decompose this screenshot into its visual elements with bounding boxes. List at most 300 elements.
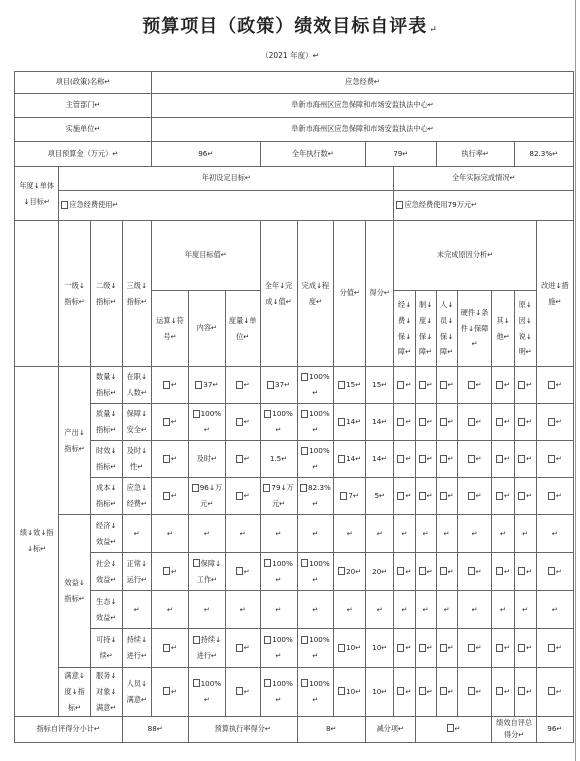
reason-budget	[394, 367, 415, 404]
cell-value: 预算执行率得分↵	[214, 723, 271, 733]
cell-value: ↵	[526, 491, 533, 501]
cell-value: 96↓万元↵	[199, 483, 223, 508]
cell-value: ↵	[526, 686, 533, 696]
indicator-row	[15, 668, 574, 717]
cell-value: ↵	[471, 528, 478, 538]
checkbox-icon	[236, 567, 243, 575]
target-unit	[225, 515, 260, 553]
cell-value: ↵	[166, 528, 173, 538]
reason-budget	[394, 404, 415, 441]
full-value	[260, 478, 297, 515]
satisfaction-indicator-label: 满意↓度↓指标↵	[59, 668, 91, 717]
score	[366, 515, 394, 553]
cell-value: ↵	[555, 454, 562, 464]
score	[366, 441, 394, 478]
checkbox-icon	[195, 381, 202, 389]
cell-value: ↵	[203, 604, 210, 614]
level3-indicator: 保障↓安全↵	[122, 404, 152, 441]
deduct-value	[415, 716, 492, 742]
cell-value: ↵	[405, 454, 412, 464]
checkbox-icon	[338, 567, 345, 575]
improvement	[536, 441, 573, 478]
cell-value: 15↵	[372, 380, 388, 390]
checkbox-icon	[338, 455, 345, 463]
score-value	[334, 367, 366, 404]
target-content	[188, 553, 225, 591]
reason-budget	[394, 668, 415, 717]
score	[366, 404, 394, 441]
cell-value: ↵	[170, 417, 177, 427]
cell-value: ↵	[555, 491, 562, 501]
checkbox-icon	[193, 410, 200, 418]
score-value	[334, 553, 366, 591]
calc-sign	[152, 478, 189, 515]
calc-sign	[152, 515, 189, 553]
checkbox-icon	[397, 455, 404, 463]
cell-value: 8↵	[325, 723, 337, 733]
score-value	[334, 668, 366, 717]
level3-indicator: 正常↓运行↵	[122, 553, 152, 591]
cell-value: ↵	[555, 566, 562, 576]
calc-sign	[152, 367, 189, 404]
checkbox-icon	[468, 687, 475, 695]
cell-value: ↵	[275, 528, 282, 538]
cell-value: ↵	[170, 566, 177, 576]
checkbox-icon	[397, 492, 404, 500]
rate-value: 82.3%↵	[514, 142, 573, 167]
indicator-row	[15, 629, 574, 668]
impl-value: 阜新市海州区应急保障和市场安监执法中心↵	[152, 118, 574, 142]
col-level1: 一级↓指标↵	[59, 221, 91, 367]
cell-value: ↵	[504, 454, 511, 464]
indicator-row	[15, 591, 574, 629]
project-name-label: 项目(政策)名称↵	[15, 72, 152, 94]
score-value	[334, 591, 366, 629]
cell-value: ↵	[426, 686, 433, 696]
title-text: 预算项目（政策）绩效目标自评表	[142, 16, 428, 37]
calc-sign	[152, 629, 189, 668]
cell-value: ↵	[170, 643, 177, 653]
checkbox-icon	[236, 455, 243, 463]
score-value	[334, 629, 366, 668]
checkbox-icon	[163, 455, 170, 463]
row-project-name	[15, 72, 574, 94]
cell-value: ↵	[555, 643, 562, 653]
checkbox-icon	[264, 679, 271, 687]
cell-value: ↵	[401, 528, 408, 538]
target-unit	[225, 591, 260, 629]
checkbox-icon	[192, 484, 199, 492]
target-unit	[225, 478, 260, 515]
total-label	[492, 716, 536, 742]
score	[366, 478, 394, 515]
col-improve: 改进↓措施↵	[536, 221, 573, 367]
cell-value: ↵	[471, 604, 478, 614]
cell-value: ↵	[243, 686, 250, 696]
checkbox-icon	[338, 418, 345, 426]
improvement	[536, 367, 573, 404]
project-name-value: 应急经费↵	[152, 72, 574, 94]
cell-value: 保障↓工作↵	[196, 558, 222, 584]
cell-value: ↵	[426, 491, 433, 501]
row-dept	[15, 94, 574, 118]
score	[366, 591, 394, 629]
cell-value: 100%↵	[309, 446, 330, 471]
cell-value: 96↵	[547, 723, 563, 733]
completion-degree	[297, 553, 334, 591]
cell-value: ↵	[555, 686, 562, 696]
checkbox-icon	[236, 687, 243, 695]
col-degree: 完成↓程度↵	[297, 221, 334, 367]
cell-value: ↵	[500, 528, 507, 538]
checkbox-icon	[301, 410, 308, 418]
level3-indicator: 人员↓满意↵	[122, 668, 152, 717]
calc-sign	[152, 404, 189, 441]
full-value	[260, 404, 297, 441]
reason-budget	[394, 478, 415, 515]
reason-other	[492, 515, 514, 553]
cell-value: ↵	[243, 643, 250, 653]
indicator-row	[15, 367, 574, 404]
checkbox-icon	[440, 381, 447, 389]
full-value	[260, 441, 297, 478]
level3-indicator: 持续↓进行↵	[122, 629, 152, 668]
reason-hardware	[457, 441, 492, 478]
completion-degree	[297, 515, 334, 553]
cell-value: 14↵	[346, 454, 362, 464]
cell-value: ↵	[500, 604, 507, 614]
cell-value: ↵	[504, 417, 511, 427]
cell-value: ↵	[401, 604, 408, 614]
completion-degree	[297, 478, 334, 515]
indicator-row	[15, 553, 574, 591]
calc-sign	[152, 668, 189, 717]
cell-value: ↵	[405, 566, 412, 576]
cell-value: ↵	[447, 643, 454, 653]
checkbox-icon	[301, 373, 308, 381]
cell-value: ↵	[504, 686, 511, 696]
cell-value: ↵	[170, 686, 177, 696]
level2-indicator: 可持↓续↵	[90, 629, 122, 668]
deduct-label	[366, 716, 416, 742]
checkbox-icon	[163, 492, 170, 500]
cell-value: 持续↓进行↵	[196, 635, 222, 660]
reason-note	[514, 591, 536, 629]
level2-indicator: 生态↓效益↵	[90, 591, 122, 629]
checkbox-icon	[518, 492, 525, 500]
cell-value: 100%↵	[309, 678, 330, 704]
cell-value: ↵	[551, 528, 558, 538]
cell-value: ↵	[475, 643, 482, 653]
cell-value: ↵	[526, 566, 533, 576]
cell-value: ↵	[475, 491, 482, 501]
cell-value: ↵	[475, 686, 482, 696]
completion-degree	[297, 404, 334, 441]
reason-note	[514, 553, 536, 591]
full-value	[260, 591, 297, 629]
checkbox-icon	[163, 381, 170, 389]
checkbox-icon	[468, 381, 475, 389]
score-value	[334, 478, 366, 515]
checkbox-icon	[338, 381, 345, 389]
cell-value: 及时↵	[196, 454, 218, 464]
col-level2: 二级↓指标↵	[90, 221, 122, 367]
reason-system	[415, 629, 436, 668]
cell-value: ↵	[166, 604, 173, 614]
budget-score-value	[297, 716, 366, 742]
budget-label: 项目预算金（万元）↵	[15, 142, 152, 167]
level2-indicator: 成本↓指标↵	[90, 478, 122, 515]
cell-value: ↵	[170, 491, 177, 501]
target-unit	[225, 404, 260, 441]
col-calc: 运算↓符号↵	[152, 291, 189, 367]
cell-value: ↵	[422, 604, 429, 614]
cell-value: ↵	[504, 566, 511, 576]
cell-value: 10↵	[346, 686, 362, 696]
cell-value: 14↵	[372, 417, 388, 427]
reason-system	[415, 404, 436, 441]
score-value	[334, 404, 366, 441]
row-budget	[15, 142, 574, 167]
reason-budget	[394, 441, 415, 478]
cell-value: ↵	[426, 380, 433, 390]
reason-hardware	[457, 367, 492, 404]
completion-degree	[297, 441, 334, 478]
cell-value: 100%↵	[200, 678, 222, 704]
checkbox-icon	[518, 567, 525, 575]
cell-value: 100%↵	[309, 558, 330, 584]
cell-value: ↵	[170, 454, 177, 464]
benefit-indicator-label: 效益↓指标↵	[59, 515, 91, 668]
cell-value: ↵	[443, 604, 450, 614]
reason-note	[514, 668, 536, 717]
checkbox-icon	[163, 418, 170, 426]
score	[366, 367, 394, 404]
reason-staff	[436, 591, 457, 629]
target-content	[188, 629, 225, 668]
checkbox-icon	[440, 687, 447, 695]
cell-value: 14↵	[346, 417, 362, 427]
evaluation-table	[14, 71, 574, 743]
subtotal-value	[122, 716, 188, 742]
cell-value: ↵	[346, 604, 353, 614]
checkbox-icon	[518, 455, 525, 463]
checkbox-icon	[468, 418, 475, 426]
cell-value: ↵	[475, 454, 482, 464]
level3-indicator: ↵	[122, 515, 152, 553]
reason-system	[415, 553, 436, 591]
reason-budget	[394, 591, 415, 629]
col-full-value: 全年↓完成↓值↵	[260, 221, 297, 367]
improvement	[536, 404, 573, 441]
cell-value: ↵	[522, 604, 529, 614]
cell-value: ↵	[243, 417, 250, 427]
checkbox-icon	[419, 644, 426, 652]
level2-indicator: 数量↓指标↵	[90, 367, 122, 404]
cell-value: ↵	[526, 454, 533, 464]
cell-value: 79↓万元↵	[271, 483, 294, 508]
checkbox-icon	[301, 636, 308, 644]
score-value	[334, 441, 366, 478]
cell-value: 100%↵	[272, 558, 293, 584]
reason-staff	[436, 668, 457, 717]
checkbox-icon	[440, 644, 447, 652]
indicator-row	[15, 478, 574, 515]
checkbox-icon	[496, 492, 503, 500]
col-r-system: 制↓度↓保↓障↵	[415, 291, 436, 367]
checkbox-icon	[193, 559, 200, 567]
checkbox-icon	[548, 687, 555, 695]
checkbox-icon	[397, 381, 404, 389]
target-content	[188, 668, 225, 717]
cell-value: ↵	[243, 491, 250, 501]
col-r-budget: 经↓费↓保↓障↵	[394, 291, 415, 367]
cell-value: ↵	[243, 566, 250, 576]
cell-value: ↵	[203, 528, 210, 538]
goal-actual-text: 应急经费使用79万元↵	[404, 200, 478, 210]
checkbox-icon	[548, 381, 555, 389]
checkbox-icon	[419, 567, 426, 575]
checkbox-icon	[496, 644, 503, 652]
reason-staff	[436, 404, 457, 441]
level3-indicator: 在职↓人数↵	[122, 367, 152, 404]
target-unit	[225, 553, 260, 591]
checkbox-icon	[264, 559, 271, 567]
cell-value: 37↵	[274, 380, 291, 390]
checkbox-icon	[396, 201, 403, 209]
target-content	[188, 404, 225, 441]
cell-value: ↵	[443, 528, 450, 538]
level2-indicator: 社会↓效益↵	[90, 553, 122, 591]
checkbox-icon	[440, 455, 447, 463]
cell-value: ↵	[555, 417, 562, 427]
checkbox-icon	[338, 687, 345, 695]
score-value	[334, 515, 366, 553]
checkbox-icon	[397, 418, 404, 426]
level3-indicator: ↵	[122, 591, 152, 629]
cell-value: 10↵	[372, 643, 388, 653]
checkbox-icon	[440, 567, 447, 575]
year-label: （2021 年度）↵	[261, 51, 319, 60]
checkbox-icon	[300, 484, 307, 492]
cell-value: ↵	[405, 417, 412, 427]
checkbox-icon	[468, 455, 475, 463]
reason-staff	[436, 367, 457, 404]
col-r-note: 原↓因↓说↓明↵	[514, 291, 536, 367]
completion-degree	[297, 668, 334, 717]
cell-value: ↵	[522, 528, 529, 538]
score	[366, 629, 394, 668]
reason-note	[514, 441, 536, 478]
cell-value: 100%↵	[309, 372, 330, 397]
cell-value: ↵	[243, 380, 250, 390]
checkbox-icon	[496, 381, 503, 389]
cell-value: ↵	[376, 528, 383, 538]
checkbox-icon	[193, 679, 200, 687]
subtotal-label	[15, 716, 123, 742]
reason-note	[514, 404, 536, 441]
checkbox-icon	[263, 484, 270, 492]
level3-indicator: 应急↓经费↵	[122, 478, 152, 515]
cell-value: 10↵	[346, 643, 362, 653]
improvement	[536, 668, 573, 717]
checkbox-icon	[236, 418, 243, 426]
cell-value: 1.5↵	[269, 454, 288, 464]
reason-other	[492, 668, 514, 717]
perf-empty-header	[15, 221, 59, 367]
checkbox-icon	[301, 559, 308, 567]
reason-system	[415, 591, 436, 629]
cell-value: ↵	[504, 380, 511, 390]
checkbox-icon	[264, 636, 271, 644]
reason-staff	[436, 629, 457, 668]
reason-staff	[436, 478, 457, 515]
checkbox-icon	[468, 567, 475, 575]
checkbox-icon	[518, 418, 525, 426]
col-r-hardware: 硬件↓条件↓保障↵	[457, 291, 492, 367]
reason-system	[415, 515, 436, 553]
indicator-row	[15, 515, 574, 553]
reason-hardware	[457, 553, 492, 591]
cell-value: ↵	[475, 566, 482, 576]
reason-system	[415, 441, 436, 478]
budget-value: 96↵	[152, 142, 261, 167]
level2-indicator: 时效↓指标↵	[90, 441, 122, 478]
goal-initial-label: 年初设定目标↵	[59, 167, 394, 191]
cell-value: ↵	[447, 454, 454, 464]
completion-degree	[297, 591, 334, 629]
checkbox-icon	[548, 418, 555, 426]
page-title	[0, 12, 580, 38]
cell-value: 20↵	[372, 566, 388, 576]
checkbox-icon	[548, 455, 555, 463]
checkbox-icon	[163, 687, 170, 695]
budget-score-label	[188, 716, 297, 742]
checkbox-icon	[468, 492, 475, 500]
full-value	[260, 553, 297, 591]
checkbox-icon	[496, 455, 503, 463]
target-unit	[225, 441, 260, 478]
target-content	[188, 591, 225, 629]
checkbox-icon	[301, 447, 308, 455]
checkbox-icon	[193, 636, 200, 644]
full-value	[260, 367, 297, 404]
target-unit	[225, 668, 260, 717]
reason-other	[492, 404, 514, 441]
col-score: 得分↵	[366, 221, 394, 367]
indicator-row	[15, 404, 574, 441]
improvement	[536, 553, 573, 591]
score	[366, 668, 394, 717]
cell-value: 82.3%↵	[308, 483, 331, 508]
title-mark: ↵	[429, 25, 438, 35]
row-footer	[15, 716, 574, 742]
reason-other	[492, 629, 514, 668]
level3-indicator: 及时↓性↵	[122, 441, 152, 478]
cell-value: 15↵	[346, 380, 362, 390]
cell-value: 100%↵	[272, 635, 293, 660]
cell-value: ↵	[405, 491, 412, 501]
reason-other	[492, 441, 514, 478]
reason-staff	[436, 553, 457, 591]
checkbox-icon	[236, 492, 243, 500]
checkbox-icon	[397, 567, 404, 575]
reason-staff	[436, 515, 457, 553]
checkbox-icon	[548, 492, 555, 500]
col-content: 内容↵	[188, 291, 225, 367]
rate-label: 执行率↵	[436, 142, 514, 167]
score	[366, 553, 394, 591]
